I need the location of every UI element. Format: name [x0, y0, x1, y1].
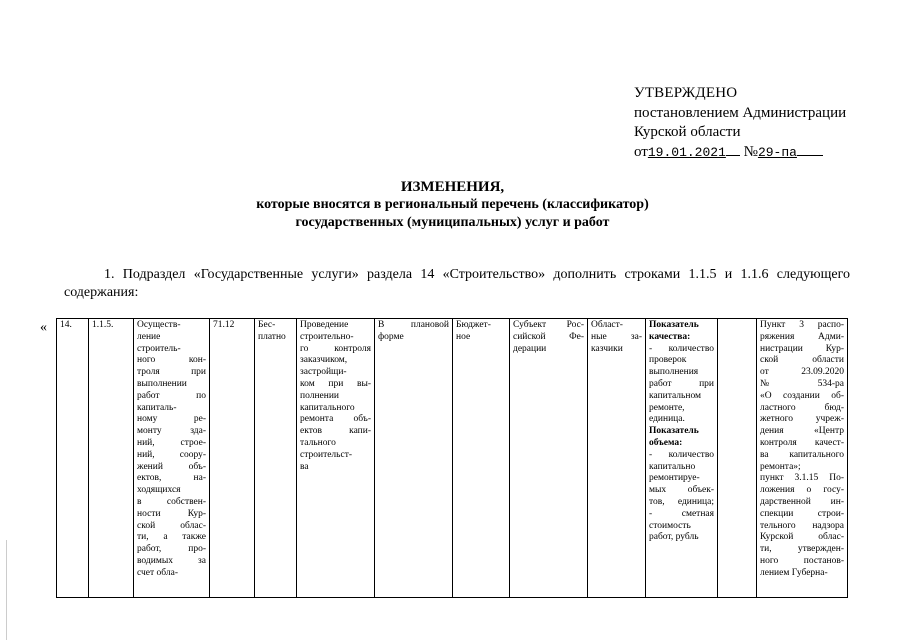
- cell-line: ний, строе-: [137, 437, 206, 448]
- cell-line: ные за-: [591, 331, 642, 342]
- cell-line: в собствен-: [137, 496, 206, 507]
- cell-line: ва капитального: [760, 449, 844, 460]
- date-prefix: от: [634, 143, 648, 160]
- cell-line: го контроля: [300, 343, 371, 354]
- cell-line: ектов капи-: [300, 426, 371, 437]
- cell-line: форме: [378, 331, 404, 342]
- cell-line: капитального: [300, 402, 355, 413]
- cell-line: ком при вы-: [300, 378, 371, 389]
- cell-service-name: [134, 319, 210, 598]
- cell-line: тов, единица;: [649, 496, 714, 507]
- cell-line: строительст-: [300, 449, 353, 460]
- cell-line: дерации: [513, 343, 547, 354]
- cell-okved: [210, 319, 255, 598]
- cell-line: Област-: [591, 320, 623, 330]
- cell-line: стоимость: [649, 520, 691, 531]
- cell-line: № 534-ра: [760, 378, 844, 389]
- cell-line: работ при: [649, 378, 714, 389]
- approval-date-line: [634, 143, 894, 163]
- cell-content: [297, 319, 375, 598]
- cell-line: дения «Центр: [760, 426, 844, 437]
- cell-line: строитель-: [137, 343, 181, 354]
- cell-line: Осуществ-: [137, 320, 181, 330]
- cell-line: заказчиком,: [300, 355, 348, 366]
- title-sub-2: государственных (муниципальных) услуг и работ: [295, 215, 610, 230]
- cell-line: троля при: [137, 367, 206, 378]
- cell-line: Показатель: [649, 426, 699, 437]
- cell-line: ному ре-: [137, 414, 206, 425]
- cell-line: пункт 3.1.15 По-: [760, 473, 844, 484]
- cell-form: [375, 319, 453, 598]
- cell-line: 14.: [60, 320, 72, 330]
- cell-line: объема:: [649, 437, 683, 448]
- cell-line: мых объек-: [649, 485, 714, 496]
- cell-line: выполнения: [649, 367, 699, 378]
- cell-line: водимых за: [137, 555, 206, 566]
- cell-line: платно: [258, 331, 286, 342]
- cell-line: ремонте,: [649, 402, 685, 413]
- cell-legal-basis: [757, 319, 848, 598]
- cell-line: Курской облас-: [760, 532, 844, 543]
- cell-line: застройщи-: [300, 367, 347, 378]
- approval-line-2: Курской области: [634, 124, 741, 140]
- cell-line: от 23.09.2020: [760, 367, 844, 378]
- cell-line: капитальном: [649, 390, 702, 401]
- cell-line: ремонта»;: [760, 461, 801, 472]
- cell-line: 71.12: [213, 320, 235, 330]
- cell-consumers: [588, 319, 646, 598]
- cell-line: Бес-: [258, 320, 276, 330]
- cell-line: выполнении: [137, 378, 187, 389]
- cell-line: работ, про-: [137, 544, 206, 555]
- cell-line: контроля качест-: [760, 437, 844, 448]
- cell-line: строительно-: [300, 331, 354, 342]
- cell-line: ного постанов-: [760, 555, 844, 566]
- cell-line: ности Кур-: [137, 508, 206, 519]
- intro-paragraph: 1. Подраздел «Государственные услуги» раздела 14 «Строительство» дополнить строками 1.1.5 и 1.1.6 следующего содержания:: [64, 267, 850, 300]
- title-main: ИЗМЕНЕНИЯ,: [400, 179, 505, 195]
- cell-line: работ по: [137, 390, 206, 401]
- cell-line: ремонта объ-: [300, 414, 371, 425]
- cell-line: 1.1.5.: [92, 320, 114, 330]
- cell-line: - количество: [649, 449, 714, 460]
- cell-line: Проведение: [300, 320, 349, 330]
- cell-section: [57, 319, 89, 598]
- cell-line: казчики: [591, 343, 623, 354]
- approval-date: 19.01.2021: [647, 144, 726, 160]
- cell-line: сийской Фе-: [513, 331, 584, 342]
- approval-line-1: постановлением Администрации: [634, 104, 847, 121]
- date-blank: [726, 143, 740, 156]
- cell-line: жетного учреж-: [760, 414, 844, 425]
- cell-line: В плановой: [378, 320, 449, 330]
- title-sub-1: которые вносятся в региональный перечень (классификатор): [256, 197, 649, 212]
- cell-institution-type: [453, 319, 510, 598]
- cell-line: - количество: [649, 343, 714, 354]
- cell-line: Показатель: [649, 320, 699, 330]
- cell-line: ний, соору-: [137, 449, 206, 460]
- cell-line: капитально: [649, 461, 696, 472]
- cell-line: работ, рубль: [649, 532, 699, 543]
- approval-stamp: [634, 84, 894, 162]
- cell-line: проверок: [649, 355, 687, 366]
- cell-line: ской облас-: [137, 520, 206, 531]
- number-blank: [797, 143, 823, 156]
- number-prefix: №: [743, 143, 758, 160]
- cell-line: ластного бюд-: [760, 402, 844, 413]
- cell-line: жений объ-: [137, 461, 206, 472]
- cell-line: ти, утвержден-: [760, 544, 844, 555]
- cell-line: ремонтируе-: [649, 473, 700, 484]
- cell-line: ление: [137, 331, 161, 342]
- cell-line: «О создании об-: [760, 390, 844, 401]
- approval-number: 29-па: [757, 144, 797, 160]
- cell-line: монту зда-: [137, 426, 206, 437]
- opening-quote: «: [40, 320, 47, 335]
- cell-line: ное: [456, 331, 471, 342]
- document-title: [0, 178, 905, 232]
- cell-line: ектов, на-: [137, 473, 206, 484]
- cell-line: лением Губерна-: [760, 567, 828, 578]
- cell-line: Субъект Рос-: [513, 320, 584, 330]
- cell-authority: [510, 319, 588, 598]
- cell-line: ложения о госу-: [760, 485, 844, 496]
- approval-heading: УТВЕРЖДЕНО: [634, 85, 738, 101]
- cell-line: тельного надзора: [760, 520, 844, 531]
- cell-empty: [718, 319, 757, 598]
- cell-indicators: [646, 319, 718, 598]
- cell-line: счет обла-: [137, 567, 179, 578]
- cell-line: ти, а также: [137, 532, 206, 543]
- cell-line: ного кон-: [137, 355, 206, 366]
- classifier-table: [56, 318, 848, 598]
- cell-line: Пункт 3 распо-: [760, 320, 844, 330]
- cell-line: ходящихся: [137, 485, 181, 496]
- cell-line: полнении: [300, 390, 340, 401]
- table-row: [57, 319, 848, 598]
- cell-line: спекции строи-: [760, 508, 844, 519]
- cell-line: единица.: [649, 414, 685, 425]
- cell-line: ской области: [760, 355, 844, 366]
- cell-line: нистрации Кур-: [760, 343, 844, 354]
- cell-line: качества:: [649, 331, 691, 342]
- cell-line: дарственной ин-: [760, 496, 844, 507]
- cell-payment: [255, 319, 297, 598]
- cell-line: ряжения Адми-: [760, 331, 844, 342]
- cell-line: ва: [300, 461, 309, 472]
- cell-line: капиталь-: [137, 402, 177, 413]
- cell-line: тального: [300, 437, 336, 448]
- cell-line: - сметная: [649, 508, 714, 519]
- cell-code: [89, 319, 134, 598]
- margin-mark: [6, 540, 9, 640]
- cell-line: Бюджет-: [456, 320, 491, 330]
